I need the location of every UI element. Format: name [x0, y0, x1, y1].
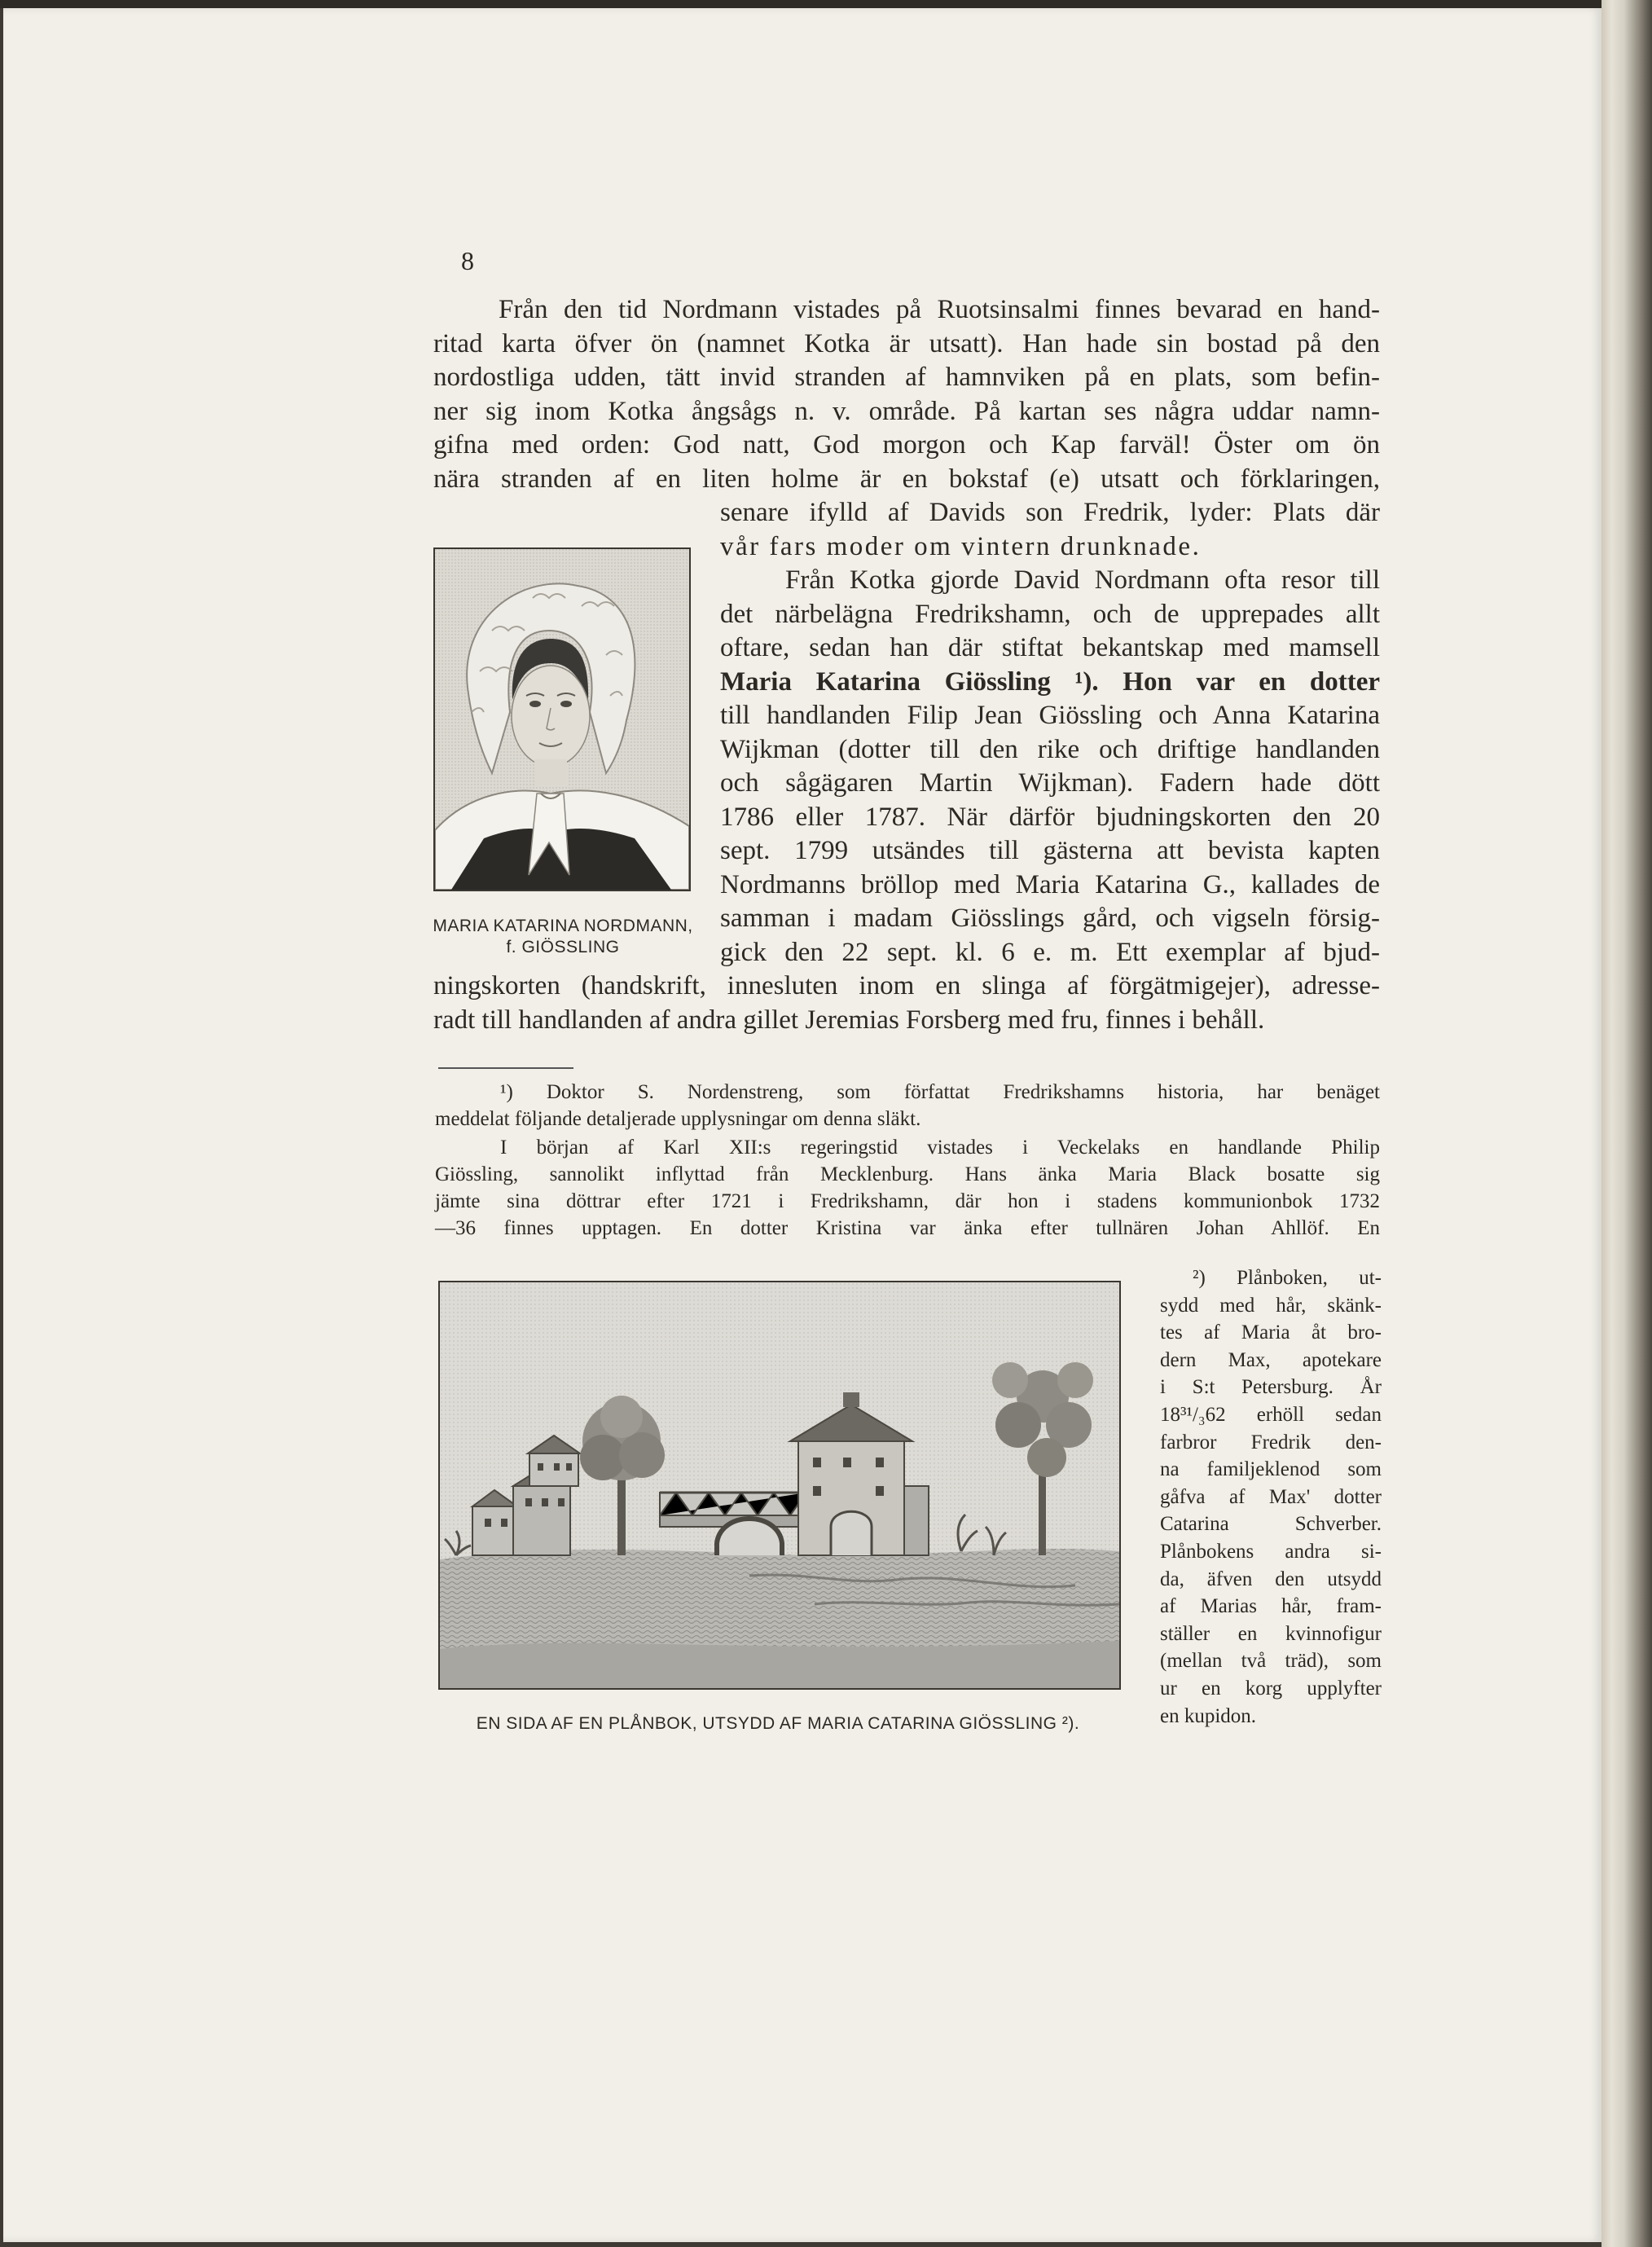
text-line: och sågägaren Martin Wijkman). Fadern hade dött — [720, 768, 1380, 798]
text-line: radt till handlanden af andra gillet Jeremias Forsberg med fru, finnes i behåll. — [433, 1005, 1265, 1035]
sidenote-line: dern Max, apotekare — [1160, 1348, 1382, 1371]
footnote-line: ¹) Doktor S. Nordenstreng, som författat Fredrikshamns historia, har benäget — [500, 1081, 1380, 1103]
footnote-line: meddelat följande detaljerade upplysningar om denna släkt. — [435, 1108, 921, 1130]
text-line: sept. 1799 utsändes till gästerna att bevista kapten — [720, 836, 1380, 865]
sidenote-line: Catarina Schverber. — [1160, 1513, 1382, 1536]
sidenote-line: sydd med hår, skänk- — [1160, 1294, 1382, 1317]
footnote-line: —36 finnes upptagen. En dotter Kristina var änka efter tullnären Johan Ahllöf. En — [435, 1217, 1380, 1239]
footnote-1-continued — [435, 1134, 1380, 1242]
text-line: gick den 22 sept. kl. 6 e. m. Ett exemplar af bjud- — [720, 937, 1380, 967]
portrait-caption-name: MARIA KATARINA NORDMANN, — [433, 917, 693, 935]
text-line: till handlanden Filip Jean Giössling och Anna Katarina — [720, 701, 1380, 730]
wrapped-paragraph — [720, 496, 1380, 970]
sidenote-line: 18³¹/₃62 erhöll sedan — [1160, 1403, 1382, 1426]
text-line spaced-line: gifna med orden: God natt, God morgon och Kap farväl! Öster om ön — [433, 430, 1380, 460]
footnote-line: Giössling, sannolikt inflyttad från Mecklenburg. Hans änka Maria Black bosatte sig — [435, 1163, 1380, 1185]
portrait-caption — [420, 916, 705, 958]
outro-paragraph — [433, 970, 1380, 1037]
text-line: senare ifylld af Davids son Fredrik, lyder: Plats där — [720, 498, 1380, 527]
footnote-line: I början af Karl XII:s regeringstid vistades i Veckelaks en handlande Philip — [500, 1137, 1380, 1159]
text-line: Från den tid Nordmann vistades på Ruotsinsalmi finnes bevarad en hand- — [499, 295, 1380, 324]
sidenote-line: Plånbokens andra si- — [1160, 1540, 1382, 1563]
sidenote-line: en kupidon. — [1160, 1704, 1257, 1727]
text-line: nordostliga udden, tätt invid stranden af hamnviken på en plats, som befin- — [433, 363, 1380, 392]
intro-paragraph — [433, 293, 1380, 496]
sidenote-line: (mellan två träd), som — [1160, 1650, 1382, 1673]
text-line: samman i madam Giösslings gård, och vigseln försig- — [720, 904, 1380, 933]
pocketbook-image — [438, 1281, 1121, 1690]
sidenote-line: i S:t Petersburg. År — [1160, 1376, 1382, 1399]
sidenote-line: na familjeklenod som — [1160, 1458, 1382, 1481]
text-line-name-highlight: Maria Katarina Giössling ¹). Hon var en dotter — [720, 666, 1380, 697]
portrait-image — [433, 547, 691, 891]
text-line: 1786 eller 1787. När därför bjudningskorten den 20 — [720, 802, 1380, 832]
portrait-caption-maiden: f. GIÖSSLING — [506, 938, 620, 956]
embroidered-landscape-illustration — [440, 1282, 1119, 1688]
book-spine — [1601, 0, 1652, 2247]
scan-top-edge — [0, 0, 1652, 8]
text-line: Wijkman (dotter till den rike och driftige handlanden — [720, 734, 1380, 764]
text-line: Från Kotka gjorde David Nordmann ofta resor till — [785, 565, 1380, 595]
text-line: Nordmanns bröllop med Maria Katarina G., kallades de — [720, 869, 1380, 899]
text-line: ningskorten (handskrift, innesluten inom en slinga af förgätmigejer), adresse- — [433, 971, 1380, 1000]
page-number: 8 — [461, 246, 474, 275]
footnote-2-sidenote — [1160, 1264, 1382, 1730]
text-line: nära stranden af en liten holme är en bokstaf (e) utsatt och förklaringen, — [433, 464, 1380, 494]
sidenote-line: da, äfven den utsydd — [1160, 1568, 1382, 1590]
sidenote-line: gåfva af Max' dotter — [1160, 1485, 1382, 1508]
text-line: ner sig inom Kotka ångsågs n. v. område. På kartan ses några uddar namn- — [433, 396, 1380, 426]
footnote-rule — [438, 1067, 573, 1069]
footnote-1 — [435, 1079, 1380, 1132]
text-line: ritad karta öfver ön (namnet Kotka är utsatt). Han hade sin bostad på den — [433, 328, 1380, 358]
sidenote-line: ställer en kvinnofigur — [1160, 1622, 1382, 1645]
sidenote-line: af Marias hår, fram- — [1160, 1595, 1382, 1618]
text-line: det närbelägna Fredrikshamn, och de upprepades allt — [720, 599, 1380, 629]
sidenote-line: farbror Fredrik den- — [1160, 1431, 1382, 1453]
text-line: vår fars moder om vintern drunknade. — [720, 531, 1202, 561]
pocketbook-caption: EN SIDA AF EN PLÅNBOK, UTSYDD AF MARIA CATARINA GIÖSSLING ²). — [476, 1714, 1080, 1733]
portrait-illustration — [435, 549, 689, 890]
sidenote-line: tes af Maria åt bro- — [1160, 1321, 1382, 1344]
footnote-line: jämte sina döttrar efter 1721 i Fredrikshamn, där hon i stadens kommunionbok 1732 — [435, 1190, 1380, 1212]
sidenote-line: ur en korg upplyfter — [1160, 1677, 1382, 1700]
sidenote-line: ²) Plånboken, ut- — [1193, 1267, 1382, 1289]
text-line: oftare, sedan han där stiftat bekantskap med mamsell — [720, 633, 1380, 662]
